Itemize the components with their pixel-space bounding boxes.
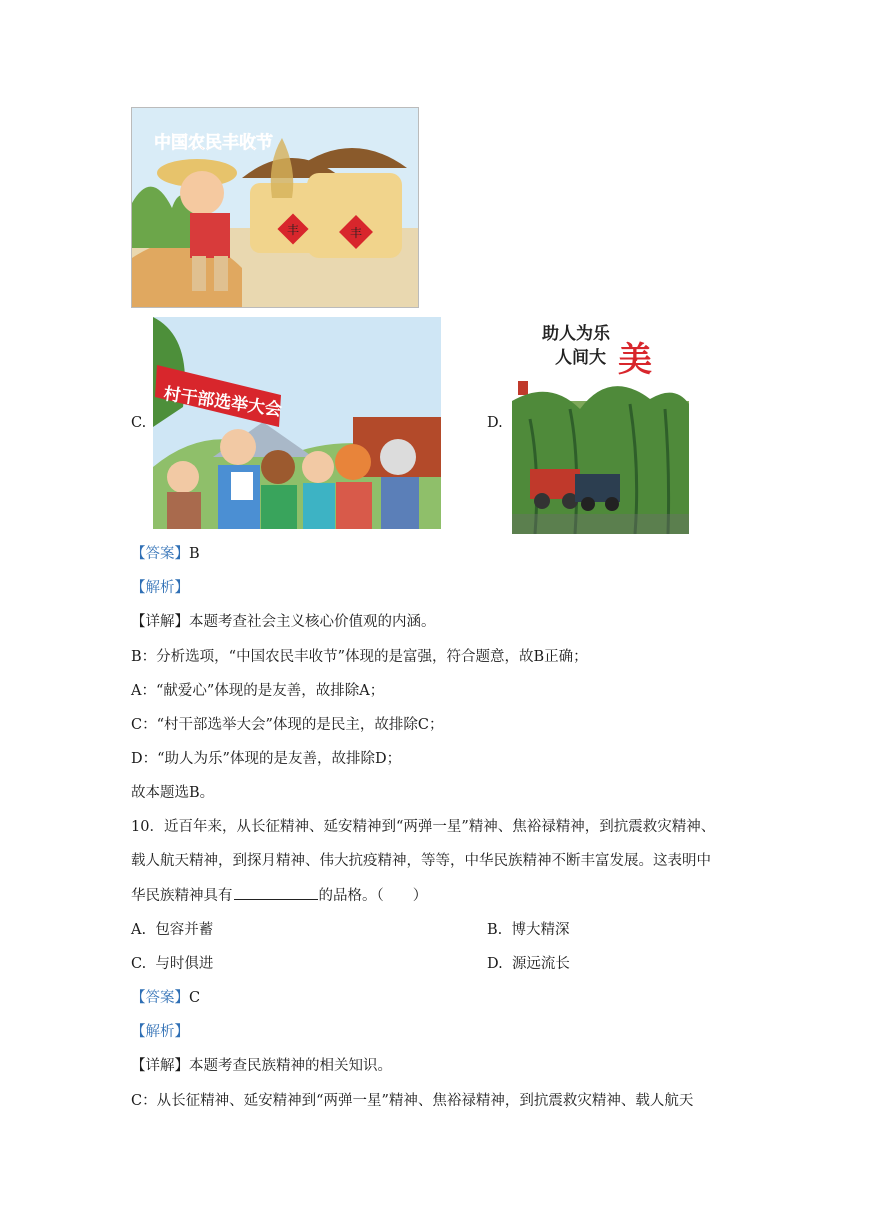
q10-answer-line <box>131 988 200 1008</box>
q10-option-d[interactable]: D. 源远流长 <box>487 956 570 972</box>
fill-blank <box>234 885 318 900</box>
q10-stem-line2: 载人航天精神，到探月精神、伟大抗疫精神，等等，中华民族精神不断丰富发展。这表明中 <box>131 853 711 869</box>
q10-answer-tag: 【答案】 <box>131 990 189 1006</box>
help-line1-text: 助人为乐 <box>542 324 610 344</box>
q10-stem-pre: 华民族精神具有 <box>131 888 233 904</box>
seal-stamp-icon <box>518 381 528 395</box>
harvest-title-text: 中国农民丰收节 <box>154 133 273 153</box>
answer-tag: 【答案】 <box>131 546 189 562</box>
q10-analysis-tag: 【解析】 <box>131 1024 189 1040</box>
village-election-image <box>153 317 441 529</box>
option-c-label: C. <box>131 415 147 431</box>
q10-detail-tag: 【详解】 <box>131 1058 189 1074</box>
answer-value: B <box>189 546 200 562</box>
detail-tag: 【详解】 <box>131 614 189 630</box>
analysis-tag: 【解析】 <box>131 580 189 596</box>
q10-detail-line <box>131 1056 392 1076</box>
q10-option-b[interactable]: B. 博大精深 <box>487 922 570 938</box>
q10-analysis-line: C：从长征精神、延安精神到“两弹一星”精神、焦裕禄精神，到抗震救灾精神、载人航天 <box>131 1093 694 1109</box>
q10-option-a[interactable]: A. 包容并蓄 <box>131 922 214 938</box>
q10-answer-value: C <box>189 990 201 1006</box>
jar-char-1: 丰 <box>286 223 300 237</box>
conclusion-line: 故本题选B。 <box>131 785 215 801</box>
help-others-image <box>510 309 689 534</box>
jar-char-2: 丰 <box>349 226 363 240</box>
analysis-line-c: C：“村干部选举大会”体现的是民主，故排除C； <box>131 717 444 733</box>
help-line2-text: 人间大 <box>555 348 606 368</box>
help-accent-text: 美 <box>618 340 652 380</box>
analysis-line-a: A：“献爱心”体现的是友善，故排除A； <box>131 683 385 699</box>
detail-line <box>131 612 436 632</box>
harvest-festival-image <box>131 107 419 308</box>
analysis-line-b: B：分析选项，“中国农民丰收节”体现的是富强，符合题意，故B正确； <box>131 649 588 665</box>
q10-stem-post: 的品格。（ ） <box>318 888 428 904</box>
option-d-label: D. <box>487 415 503 431</box>
q10-option-c[interactable]: C. 与时俱进 <box>131 956 214 972</box>
detail-text: 本题考查社会主义核心价值观的内涵。 <box>189 614 436 630</box>
q10-stem-line3 <box>131 885 427 906</box>
q10-stem-line1: 10．近百年来，从长征精神、延安精神到“两弹一星”精神、焦裕禄精神，到抗震救灾精神、 <box>131 819 716 835</box>
analysis-line-d: D：“助人为乐”体现的是友善，故排除D； <box>131 751 402 767</box>
answer-line <box>131 544 200 564</box>
q10-detail-text: 本题考查民族精神的相关知识。 <box>189 1058 392 1074</box>
election-banner-text: 村干部选举大会 <box>162 384 283 421</box>
